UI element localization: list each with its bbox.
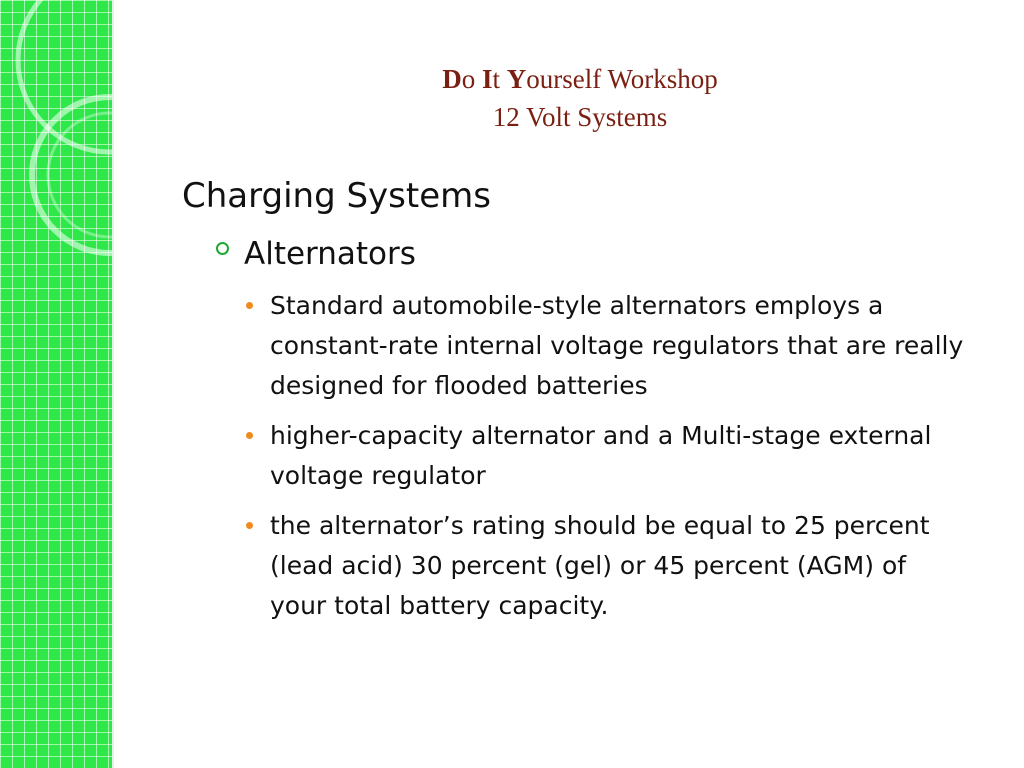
bullet-text: higher-capacity alternator and a Multi-stage external voltage regulator [270,421,932,490]
section-heading: Charging Systems [182,176,491,216]
decorative-arcs [0,0,112,768]
slide-subtitle: 12 Volt Systems [492,102,668,132]
hollow-circle-bullet-icon [216,242,229,255]
title-part: t [492,64,507,94]
slide-title [330,60,830,136]
subheading-item [244,232,982,276]
bullet-item [270,506,970,626]
title-part: o [461,64,482,94]
band-edge [112,0,114,768]
subheading-text: Alternators [244,236,416,272]
title-line [330,60,830,98]
title-part: Y [506,64,527,94]
bullet-item [270,286,970,406]
slide-content [182,172,982,626]
dot-bullet-icon [246,432,253,439]
title-part: D [442,64,462,94]
bullet-text: the alternator’s rating should be equal to 25 percent (lead acid) 30 percent (gel) or 45 percent (AGM) of your total battery capacity. [270,511,930,620]
dot-bullet-icon [246,302,253,309]
dot-bullet-icon [246,522,253,529]
title-part: ourself Workshop [526,64,718,94]
bullet-text: Standard automobile-style alternators employs a constant-rate internal voltage regulators that are really designed for flooded batteries [270,291,964,400]
green-grid-band [0,0,112,768]
bullet-item [270,416,970,496]
title-part: I [481,64,493,94]
